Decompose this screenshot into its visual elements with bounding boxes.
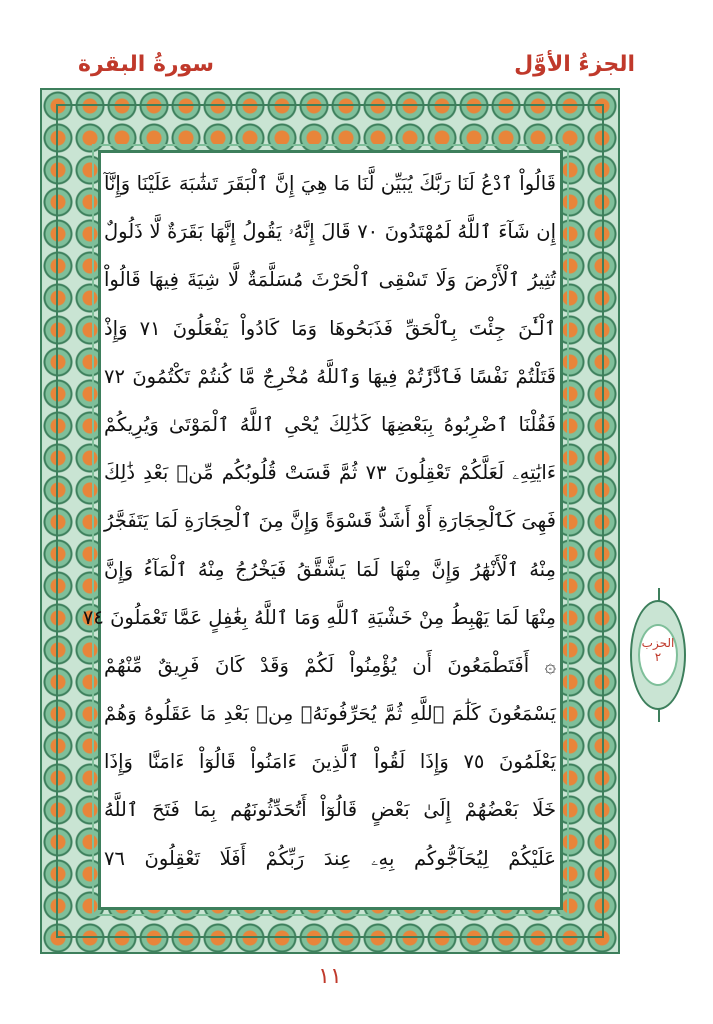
text-line: قَتَلْتُمْ نَفْسًا فَٱدَّٰرَٰٔتُمْ فِيهَا وَٱللَّهُ مُخْرِجٌ مَّا كُنتُمْ تَكْتُمُونَ ٧٢ <box>104 364 556 388</box>
text-line: إِن شَآءَ ٱللَّهُ لَمُهْتَدُونَ ٧٠ قَالَ إِنَّهُۥ يَقُولُ إِنَّهَا بَقَرَةٌ لَّا ذَلُولٌ <box>104 220 556 244</box>
text-line: فَهِىَ كَٱلْحِجَارَةِ أَوْ أَشَدُّ قَسْوَةً وَإِنَّ مِنَ ٱلْحِجَارَةِ لَمَا يَتَفَجَّرُ <box>104 509 556 533</box>
juz-header: الجزءُ الأوَّل <box>514 52 635 77</box>
surah-name-header: سورةُ البقرة <box>78 52 215 77</box>
text-line: يَسْمَعُونَ كَلَٰمَ ٱللَّهِ ثُمَّ يُحَرِّفُونَهُۥ مِنۢ بَعْدِ مَا عَقَلُوهُ وَهُمْ <box>104 702 556 726</box>
hizb-label: الحزب <box>641 636 675 650</box>
page-number: ١١ <box>318 964 342 989</box>
hizb-number: ٢ <box>654 650 662 664</box>
quran-text-block <box>82 160 557 883</box>
hizb-marker-top-stem <box>658 588 660 602</box>
text-line: تُثِيرُ ٱلْأَرْضَ وَلَا تَسْقِى ٱلْحَرْثَ مُسَلَّمَةٌ لَّا شِيَةَ فِيهَا قَالُواْ <box>104 268 556 292</box>
hizb-marker-bottom-stem <box>658 708 660 722</box>
text-line: مِنْهُ ٱلْأَنْهَٰرُ وَإِنَّ مِنْهَا لَمَا يَشَّقَّقُ فَيَخْرُجُ مِنْهُ ٱلْمَآءُ وَإِنَّ <box>104 557 556 581</box>
text-line: ٱلْـَٰٔنَ جِئْتَ بِٱلْحَقِّ فَذَبَحُوهَا وَمَا كَادُواْ يَفْعَلُونَ ٧١ وَإِذْ <box>104 316 557 340</box>
hizb-marker <box>630 600 686 710</box>
hizb-marker-inner <box>638 624 678 686</box>
text-line: قَالُواْ ٱدْعُ لَنَا رَبَّكَ يُبَيِّن لَّنَا مَا هِيَ إِنَّ ٱلْبَقَرَ تَشَٰبَهَ عَلَيْنَا وَإِنَّآ <box>104 172 556 195</box>
text-line: عَلَيْكُمْ لِيُحَآجُّوكُم بِهِۦ عِندَ رَبِّكُمْ أَفَلَا تَعْقِلُونَ ٧٦ <box>104 846 556 870</box>
text-line: خَلَا بَعْضُهُمْ إِلَىٰ بَعْضٍ قَالُوٓاْ أَتُحَدِّثُونَهُم بِمَا فَتَحَ ٱللَّهُ <box>104 798 556 822</box>
text-line: ۞ أَفَتَطْمَعُونَ أَن يُؤْمِنُواْ لَكُمْ وَقَدْ كَانَ فَرِيقٌ مِّنْهُمْ <box>104 653 556 677</box>
text-line: مِنْهَا لَمَا يَهْبِطُ مِنْ خَشْيَةِ ٱللَّهِ وَمَا ٱللَّهُ بِغَٰفِلٍ عَمَّا تَعْمَلُونَ ٧٤ <box>82 605 556 629</box>
text-line: فَقُلْنَا ٱضْرِبُوهُ بِبَعْضِهَا كَذَٰلِكَ يُحْىِ ٱللَّهُ ٱلْمَوْتَىٰ وَيُرِيكُمْ <box>104 412 556 436</box>
text-line: يَعْلَمُونَ ٧٥ وَإِذَا لَقُواْ ٱلَّذِينَ ءَامَنُواْ قَالُوٓاْ ءَامَنَّا وَإِذَا <box>104 750 556 774</box>
text-line: ءَايَٰتِهِۦ لَعَلَّكُمْ تَعْقِلُونَ ٧٣ ثُمَّ قَسَتْ قُلُوبُكُم مِّنۢ بَعْدِ ذَٰلِكَ <box>104 461 556 485</box>
